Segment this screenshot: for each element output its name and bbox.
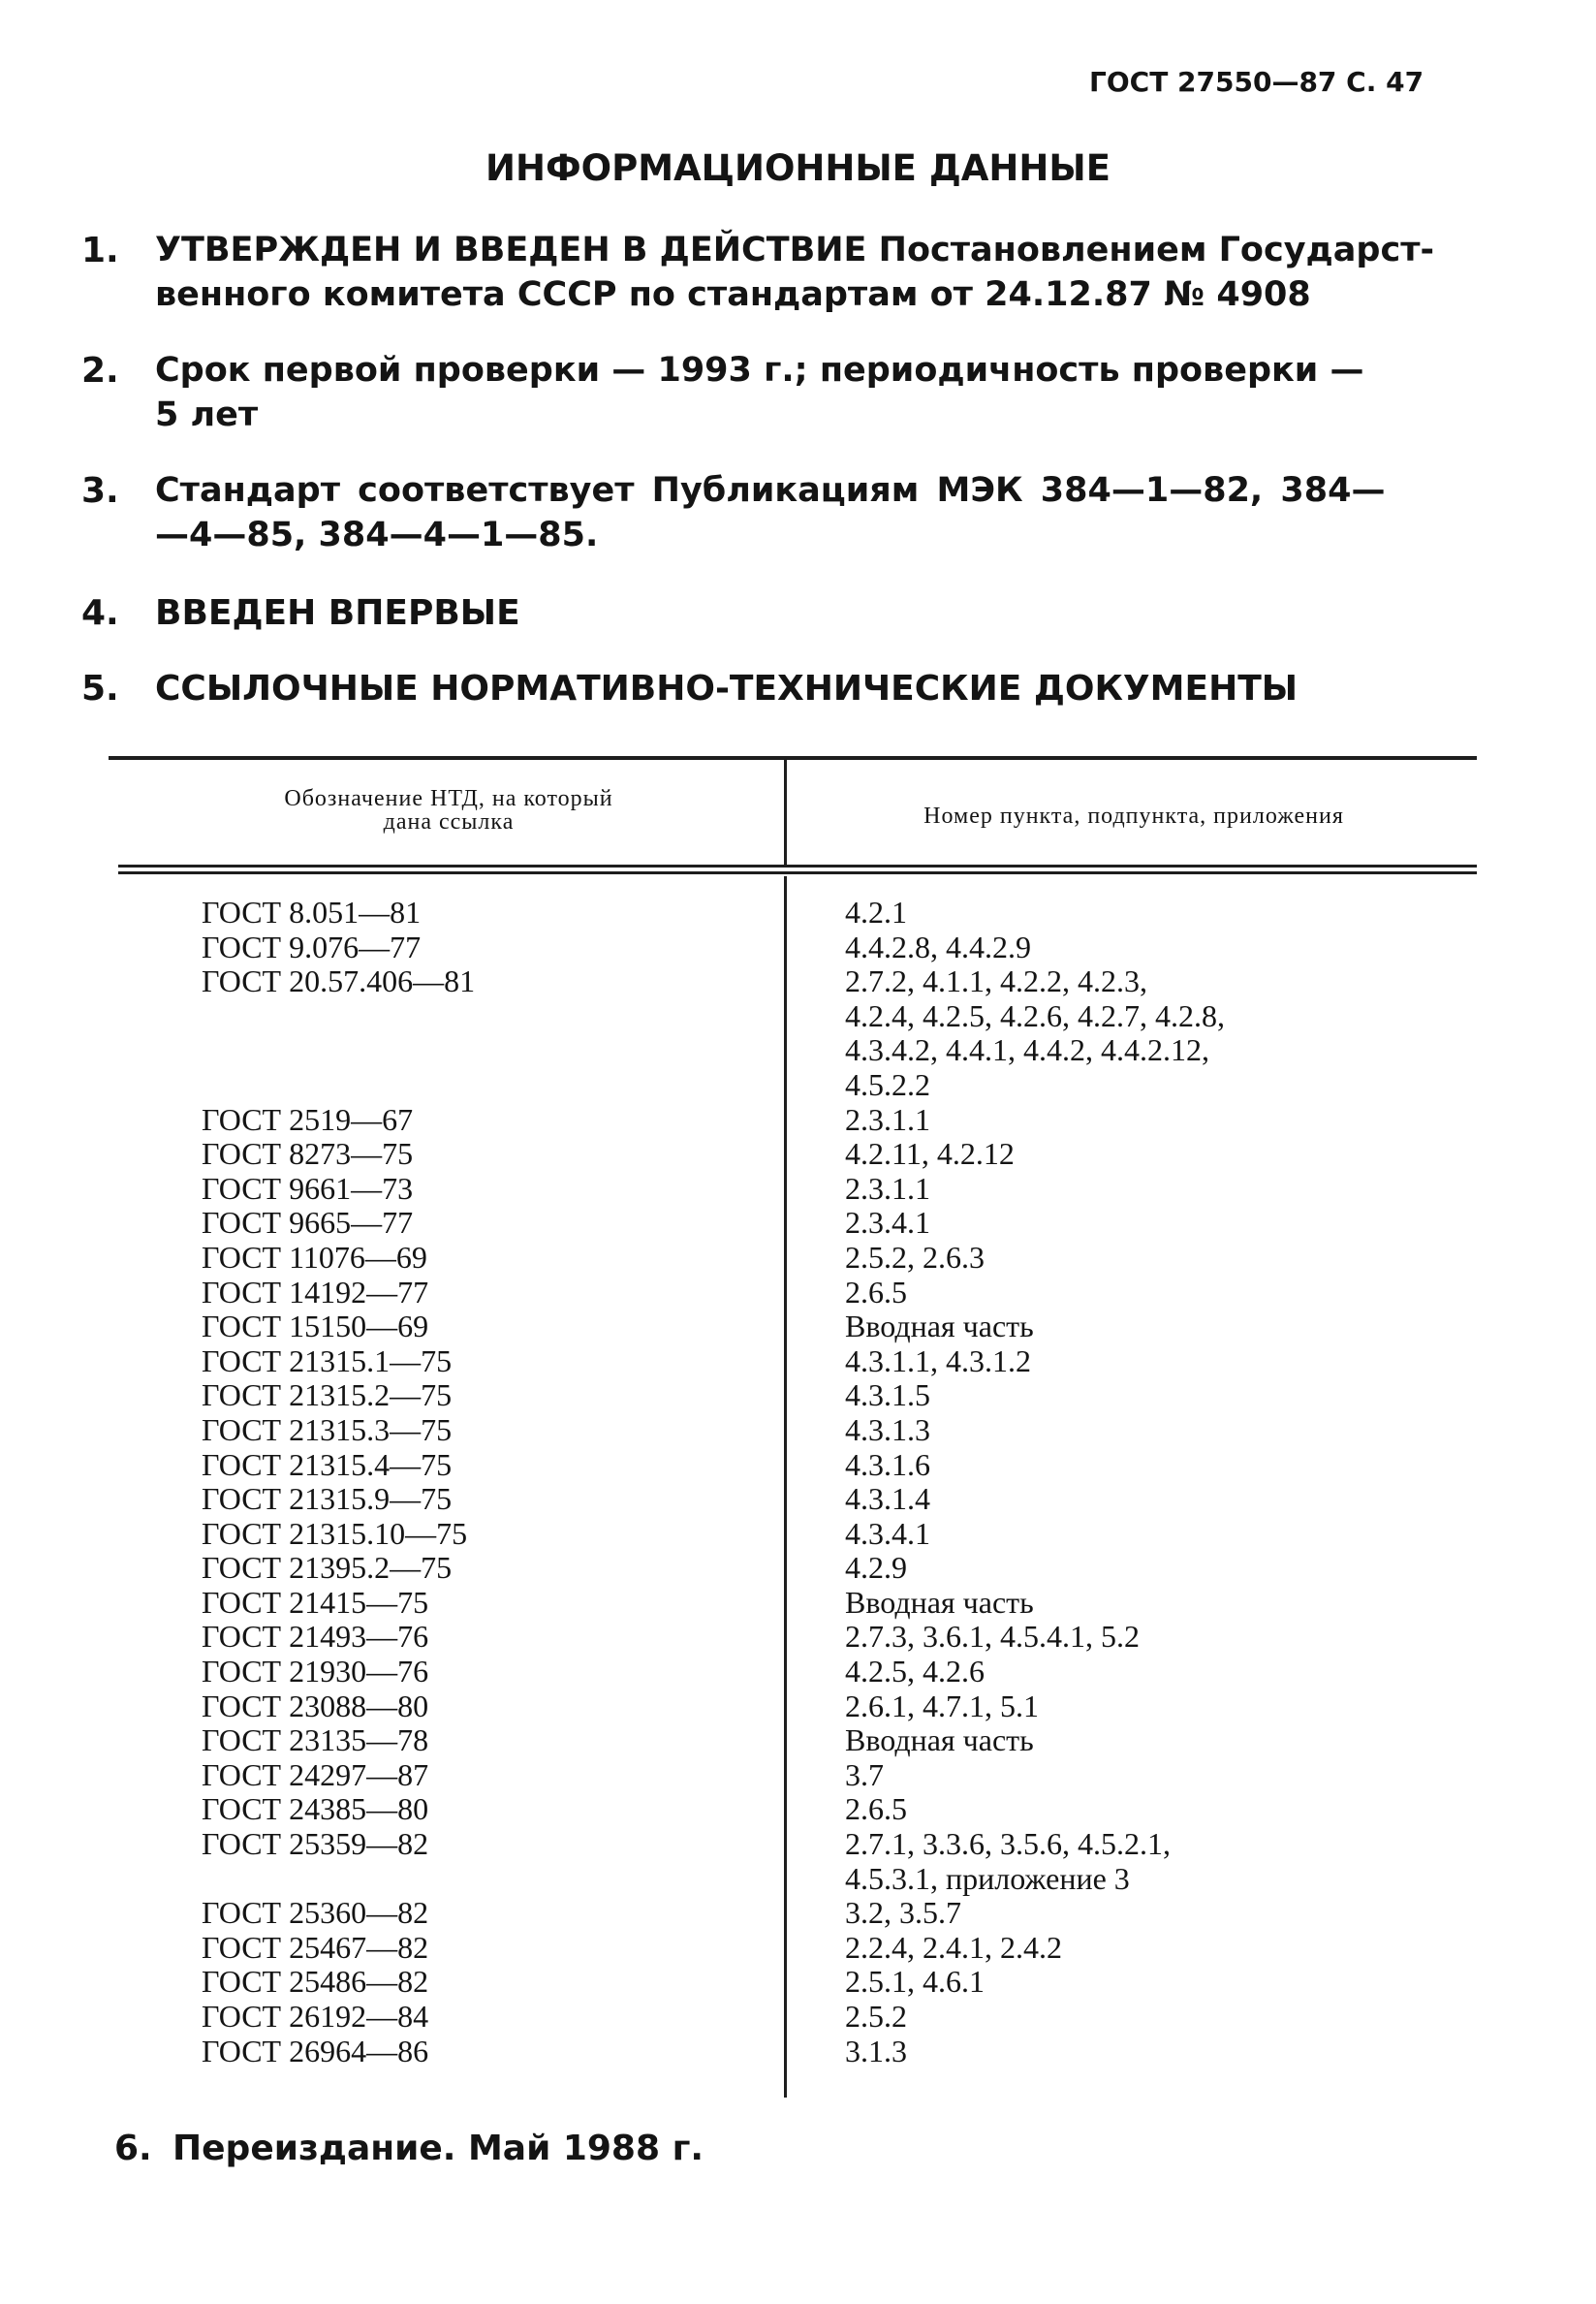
table-clause-cell: 4.3.1.3: [845, 1411, 930, 1447]
table-doc-cell: ГОСТ 9665—77: [202, 1205, 414, 1241]
table-doc-cell: ГОСТ 15150—69: [202, 1309, 429, 1344]
table-doc-cell-empty: [202, 1033, 475, 1068]
table-doc-cell: ГОСТ 9661—73: [202, 1170, 414, 1206]
table-doc-cell: ГОСТ 21415—75: [202, 1584, 429, 1620]
table-clause-cell: 2.3.1.1: [845, 1170, 930, 1206]
table-doc-cell: ГОСТ 25486—82: [202, 1964, 429, 2000]
table-doc-cell: ГОСТ 24385—80: [202, 1791, 429, 1827]
table-header-rule: [118, 871, 1477, 874]
item-number: 3.: [81, 471, 119, 511]
table-clause-cell: 2.5.2: [845, 1999, 907, 2034]
item-number: 1.: [81, 231, 119, 270]
page-header: ГОСТ 27550—87 С. 47: [1089, 66, 1424, 98]
table-clause-cell: 4.4.2.8, 4.4.2.9: [845, 929, 1031, 964]
table-clause-cell: 4.2.1: [845, 895, 907, 930]
table-doc-cell-empty: [202, 1862, 475, 1897]
table-doc-cell: ГОСТ 26964—86: [202, 2033, 429, 2068]
item-line: УТВЕРЖДЕН И ВВЕДЕН В ДЕЙСТВИЕ Постановлением Государст-: [155, 231, 1435, 269]
table-doc-cell: ГОСТ 8273—75: [202, 1136, 414, 1172]
table-doc-cell: ГОСТ 20.57.406—81: [202, 963, 476, 999]
table-clause-cell: 4.5.2.2: [845, 1066, 930, 1102]
table-clause-cell: 4.3.1.5: [845, 1377, 930, 1413]
table-clause-cell: 2.7.2, 4.1.1, 4.2.2, 4.2.3,: [845, 963, 1147, 999]
col1-header-line: дана ссылка: [383, 809, 515, 835]
table-doc-cell: ГОСТ 25360—82: [202, 1895, 429, 1931]
table-doc-cell: ГОСТ 2519—67: [202, 1101, 414, 1137]
table-clause-cell: 2.7.3, 3.6.1, 4.5.4.1, 5.2: [845, 1619, 1140, 1655]
table-header-rule: [118, 865, 1477, 868]
item-line: ССЫЛОЧНЫЕ НОРМАТИВНО-ТЕХНИЧЕСКИЕ ДОКУМЕНТЫ: [155, 669, 1299, 709]
page-title: ИНФОРМАЦИОННЫЕ ДАННЫЕ: [485, 147, 1111, 189]
table-clause-cell: 3.7: [845, 1756, 884, 1792]
table-clause-cell: 2.7.1, 3.3.6, 3.5.6, 4.5.2.1,: [845, 1826, 1171, 1862]
table-clause-cell: 3.2, 3.5.7: [845, 1895, 961, 1931]
table-clause-cell: 4.2.9: [845, 1550, 907, 1586]
table-doc-cell: ГОСТ 21315.2—75: [202, 1377, 453, 1413]
table-doc-cell-empty: [202, 999, 475, 1034]
table-clause-cell: 4.2.4, 4.2.5, 4.2.6, 4.2.7, 4.2.8,: [845, 997, 1225, 1033]
table-doc-cell: ГОСТ 23135—78: [202, 1722, 429, 1758]
table-doc-cell: ГОСТ 21315.10—75: [202, 1515, 468, 1551]
table-clause-cell: 3.1.3: [845, 2033, 907, 2068]
item-number: 4.: [81, 593, 119, 633]
item-line: —4—85, 384—4—1—85.: [155, 516, 599, 554]
table-doc-cell: ГОСТ 25467—82: [202, 1929, 429, 1965]
item-line: ВВЕДЕН ВПЕРВЫЕ: [155, 593, 520, 633]
table-clause-cell: 2.5.2, 2.6.3: [845, 1239, 985, 1275]
table-clause-cell: 4.5.3.1, приложение 3: [845, 1860, 1130, 1896]
item-line: Переиздание. Май 1988 г.: [172, 2129, 704, 2168]
table-clause-cell: 2.3.1.1: [845, 1101, 930, 1137]
table-doc-cell: ГОСТ 23088—80: [202, 1688, 429, 1723]
col1-header-line: Обозначение НТД, на который: [284, 786, 613, 811]
table-doc-cell: ГОСТ 21493—76: [202, 1619, 429, 1655]
item-line: Срок первой проверки — 1993 г.; периодичность проверки —: [155, 351, 1364, 390]
table-clause-cell: 4.3.1.1, 4.3.1.2: [845, 1342, 1031, 1378]
table-doc-cell: ГОСТ 21395.2—75: [202, 1550, 453, 1586]
item-line: Стандарт соответствует Публикациям МЭК 384—1—82, 384—: [155, 471, 1386, 510]
table-clause-cell: 2.2.4, 2.4.1, 2.4.2: [845, 1929, 1062, 1965]
table-clause-cell: 4.2.5, 4.2.6: [845, 1654, 985, 1689]
table-clause-cell: 2.6.5: [845, 1274, 907, 1310]
table-doc-cell-empty: [202, 1068, 475, 1103]
table-body-divider: [784, 876, 787, 2098]
table-doc-cell: ГОСТ 26192—84: [202, 1999, 429, 2034]
table-doc-cell: ГОСТ 8.051—81: [202, 895, 422, 930]
table-clause-cell: 4.3.4.1: [845, 1515, 930, 1551]
clause-column: [845, 896, 1225, 2068]
table-clause-cell: Вводная часть: [845, 1722, 1034, 1758]
table-doc-cell: ГОСТ 25359—82: [202, 1826, 429, 1862]
item-number: 5.: [81, 669, 119, 709]
table-top-rule: [109, 756, 1477, 760]
item-number: 2.: [81, 351, 119, 391]
table-doc-cell: ГОСТ 21930—76: [202, 1654, 429, 1689]
table-doc-cell: ГОСТ 21315.9—75: [202, 1481, 453, 1517]
item-line: 5 лет: [155, 395, 259, 434]
col1-header: [145, 787, 752, 834]
table-clause-cell: 2.5.1, 4.6.1: [845, 1964, 985, 2000]
table-clause-cell: 4.3.1.6: [845, 1446, 930, 1482]
table-doc-cell: ГОСТ 11076—69: [202, 1239, 427, 1275]
table-clause-cell: 2.3.4.1: [845, 1205, 930, 1241]
table-clause-cell: 4.3.4.2, 4.4.1, 4.4.2, 4.4.2.12,: [845, 1032, 1209, 1068]
table-clause-cell: 2.6.1, 4.7.1, 5.1: [845, 1688, 1039, 1723]
table-doc-cell: ГОСТ 9.076—77: [202, 929, 422, 964]
table-header-divider: [784, 760, 787, 867]
table-doc-cell: ГОСТ 14192—77: [202, 1274, 429, 1310]
table-clause-cell: Вводная часть: [845, 1584, 1034, 1620]
item-line: венного комитета СССР по стандартам от 24.12.87 № 4908: [155, 275, 1311, 314]
table-doc-cell: ГОСТ 24297—87: [202, 1756, 429, 1792]
table-doc-cell: ГОСТ 21315.1—75: [202, 1342, 453, 1378]
table-clause-cell: Вводная часть: [845, 1309, 1034, 1344]
doc-column: [202, 896, 475, 2068]
table-clause-cell: 2.6.5: [845, 1791, 907, 1827]
item-number: 6.: [114, 2129, 152, 2168]
table-clause-cell: 4.2.11, 4.2.12: [845, 1136, 1015, 1172]
table-doc-cell: ГОСТ 21315.4—75: [202, 1446, 453, 1482]
table-clause-cell: 4.3.1.4: [845, 1481, 930, 1517]
col2-header: Номер пункта, подпункта, приложения: [923, 804, 1344, 829]
table-doc-cell: ГОСТ 21315.3—75: [202, 1411, 453, 1447]
